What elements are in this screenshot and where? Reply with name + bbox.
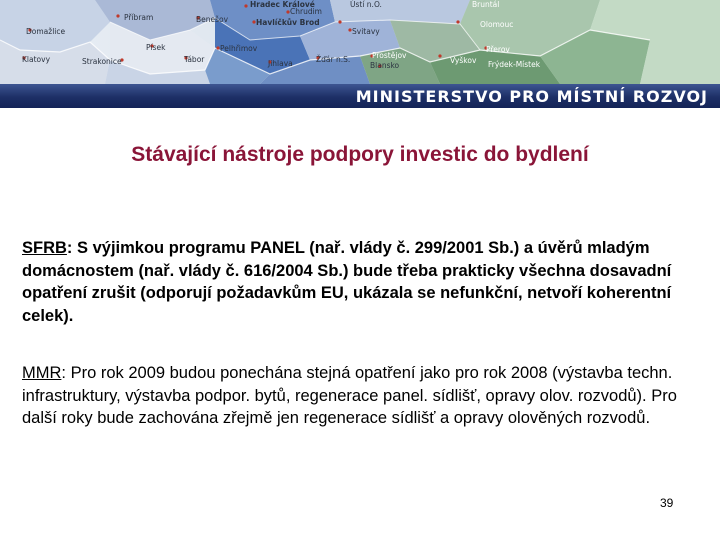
map-town-label: Příbram [124, 13, 154, 22]
map-town-label: Přerov [486, 45, 510, 54]
paragraph-text: : S výjimkou programu PANEL (nař. vlády č. 299/2001 Sb.) a úvěrů mladým domácnostem (nař. vlády č. 616/2004 Sb.) bude třeba prakticky všechna dosavadní opatření zrušit (odporují požadavkům EU, ukázala se nefunkční, netvoří koherentní celek). [22, 239, 672, 325]
map-town-label: Benešov [196, 15, 229, 24]
map-town-label: Tábor [184, 55, 205, 64]
map-town-label: Ústí n.O. [350, 0, 382, 9]
map-town-label: Žďár n.S. [316, 55, 351, 64]
map-town-label: Olomouc [480, 20, 514, 29]
map-town-label: Vyškov [450, 56, 477, 65]
map-town-label: Pelhřimov [220, 44, 258, 53]
map-town-label: Havlíčkův Brod [256, 18, 320, 27]
map-town-label: Frýdek-Místek [488, 60, 541, 69]
map-town-label: Jihlava [268, 59, 293, 68]
paragraph-text: : Pro rok 2009 budou ponechána stejná opatření jako pro rok 2008 (výstavba techn. infrastruktury, výstavba podpor. bytů, regenerace panel. sídlišť, opravy olov. rozvodů). Pro další roky bude zachována zřejmě jen regenerace sídlišť a opravy olověných rozvodů. [22, 364, 677, 427]
map-town-label: Blansko [370, 61, 400, 70]
map-town-label: Klatovy [22, 55, 51, 64]
map-town-label: Svitavy [352, 27, 380, 36]
header-map-banner [0, 0, 720, 84]
paragraph-lead: MMR [22, 364, 62, 382]
map-town-label: Strakonice [82, 57, 122, 66]
map-town-label: Chrudim [290, 7, 322, 16]
page-number: 39 [660, 496, 674, 510]
paragraph-mmr [22, 362, 712, 430]
paragraph-lead: SFRB [22, 239, 67, 257]
ministry-name: MINISTERSTVO PRO MÍSTNÍ ROZVOJ [355, 87, 708, 106]
map-background [0, 0, 720, 84]
map-town-label: Písek [146, 43, 166, 52]
ministry-band [0, 84, 720, 108]
slide-title: Stávající nástroje podpory investic do bydlení [131, 143, 589, 166]
paragraph-sfrb [22, 237, 712, 327]
map-town-label: Domažlice [26, 27, 66, 36]
map-town-label: Prostějov [372, 51, 407, 60]
map-town-label: Hradec Králové [250, 0, 315, 9]
map-town-label: Bruntál [472, 0, 500, 9]
